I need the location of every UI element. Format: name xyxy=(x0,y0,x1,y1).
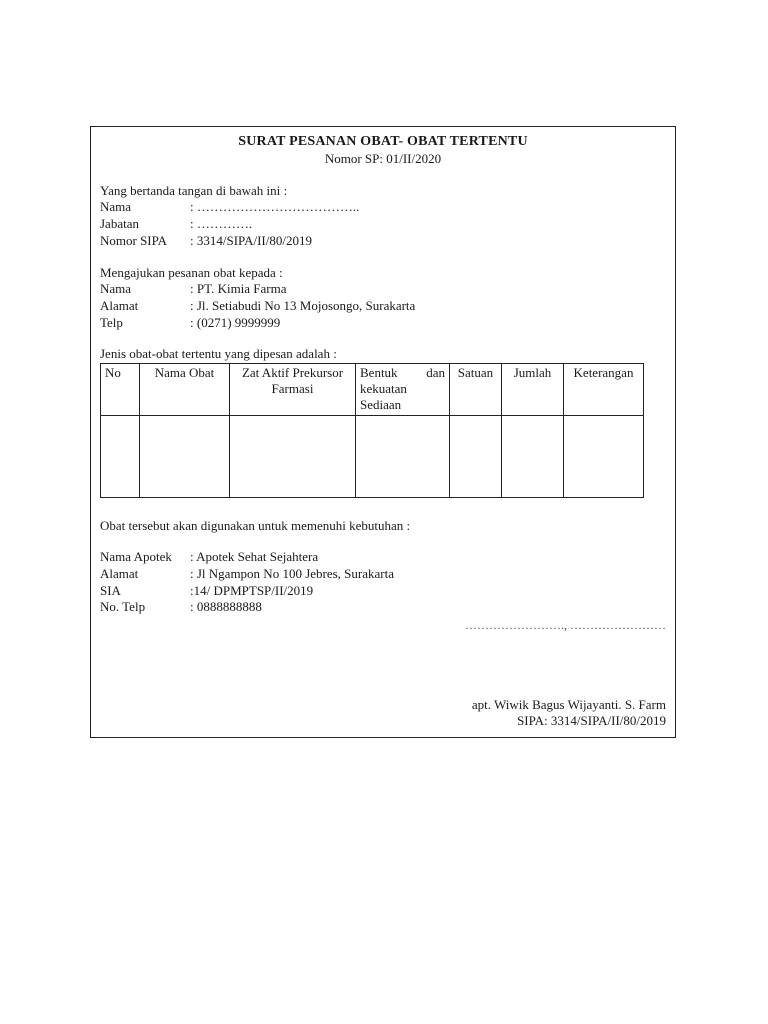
document-title: SURAT PESANAN OBAT- OBAT TERTENTU xyxy=(238,134,528,149)
supplier-phone-label: Telp xyxy=(100,315,123,330)
document-number: Nomor SP: 01/II/2020 xyxy=(324,151,442,166)
cell-dosage-form[interactable] xyxy=(356,416,450,498)
pharmacy-sia-value: :14/ DPMPTSP/II/2019 xyxy=(190,583,314,598)
col-header-dosage-form xyxy=(356,364,450,416)
drug-order-table xyxy=(100,363,644,498)
pharmacy-address-value: : Jl Ngampon No 100 Jebres, Surakarta xyxy=(190,566,394,581)
signer-position-label: Jabatan xyxy=(100,216,139,231)
signer-intro: Yang bertanda tangan di bawah ini : xyxy=(100,183,288,198)
col-header-no: No xyxy=(101,364,140,416)
signer-name-label: Nama xyxy=(100,199,132,214)
supplier-name-label: Nama xyxy=(100,281,132,296)
supplier-name-value: : PT. Kimia Farma xyxy=(190,281,287,296)
pharmacy-name-label: Nama Apotek xyxy=(100,549,172,564)
cell-drug-name[interactable] xyxy=(140,416,230,498)
purpose-text: Obat tersebut akan digunakan untuk memenuhi kebutuhan : xyxy=(100,518,411,533)
signature-place-date: ……………………., …………………… xyxy=(465,618,666,632)
signature-sipa: SIPA: 3314/SIPA/II/80/2019 xyxy=(517,713,666,728)
supplier-address-value: : Jl. Setiabudi No 13 Mojosongo, Surakarta xyxy=(190,298,416,313)
table-header-row xyxy=(101,364,644,416)
table-row xyxy=(101,416,644,498)
pharmacy-phone-label: No. Telp xyxy=(100,599,146,614)
dosage-form-word-3: Sediaan xyxy=(360,397,402,412)
order-letter-document xyxy=(90,126,676,738)
signature-name: apt. Wiwik Bagus Wijayanti. S. Farm xyxy=(471,697,666,712)
pharmacy-phone-value: : 0888888888 xyxy=(190,599,262,614)
supplier-address-label: Alamat xyxy=(100,298,139,313)
supplier-phone-value: : (0271) 9999999 xyxy=(190,315,281,330)
col-header-quantity: Jumlah xyxy=(502,364,564,416)
table-intro: Jenis obat-obat tertentu yang dipesan adalah : xyxy=(100,346,337,361)
col-header-unit: Satuan xyxy=(450,364,502,416)
cell-notes[interactable] xyxy=(564,416,644,498)
cell-active-substance[interactable] xyxy=(230,416,356,498)
signer-name-value: : ……………………………….. xyxy=(190,199,360,214)
supplier-intro: Mengajukan pesanan obat kepada : xyxy=(100,265,283,280)
dosage-form-word-dan: dan xyxy=(426,365,445,380)
pharmacy-address-label: Alamat xyxy=(100,566,139,581)
signer-sipa-value: : 3314/SIPA/II/80/2019 xyxy=(190,233,312,248)
col-header-drug-name: Nama Obat xyxy=(140,364,230,416)
col-header-active-substance: Zat Aktif Prekursor Farmasi xyxy=(230,364,356,416)
cell-no[interactable] xyxy=(101,416,140,498)
signer-position-value: : …………. xyxy=(190,216,253,231)
dosage-form-word-1: Bentuk xyxy=(360,365,398,380)
cell-unit[interactable] xyxy=(450,416,502,498)
col-header-notes: Keterangan xyxy=(564,364,644,416)
signer-sipa-label: Nomor SIPA xyxy=(100,233,168,248)
cell-quantity[interactable] xyxy=(502,416,564,498)
pharmacy-name-value: : Apotek Sehat Sejahtera xyxy=(190,549,319,564)
pharmacy-sia-label: SIA xyxy=(100,583,121,598)
dosage-form-word-2: kekuatan xyxy=(360,381,407,396)
